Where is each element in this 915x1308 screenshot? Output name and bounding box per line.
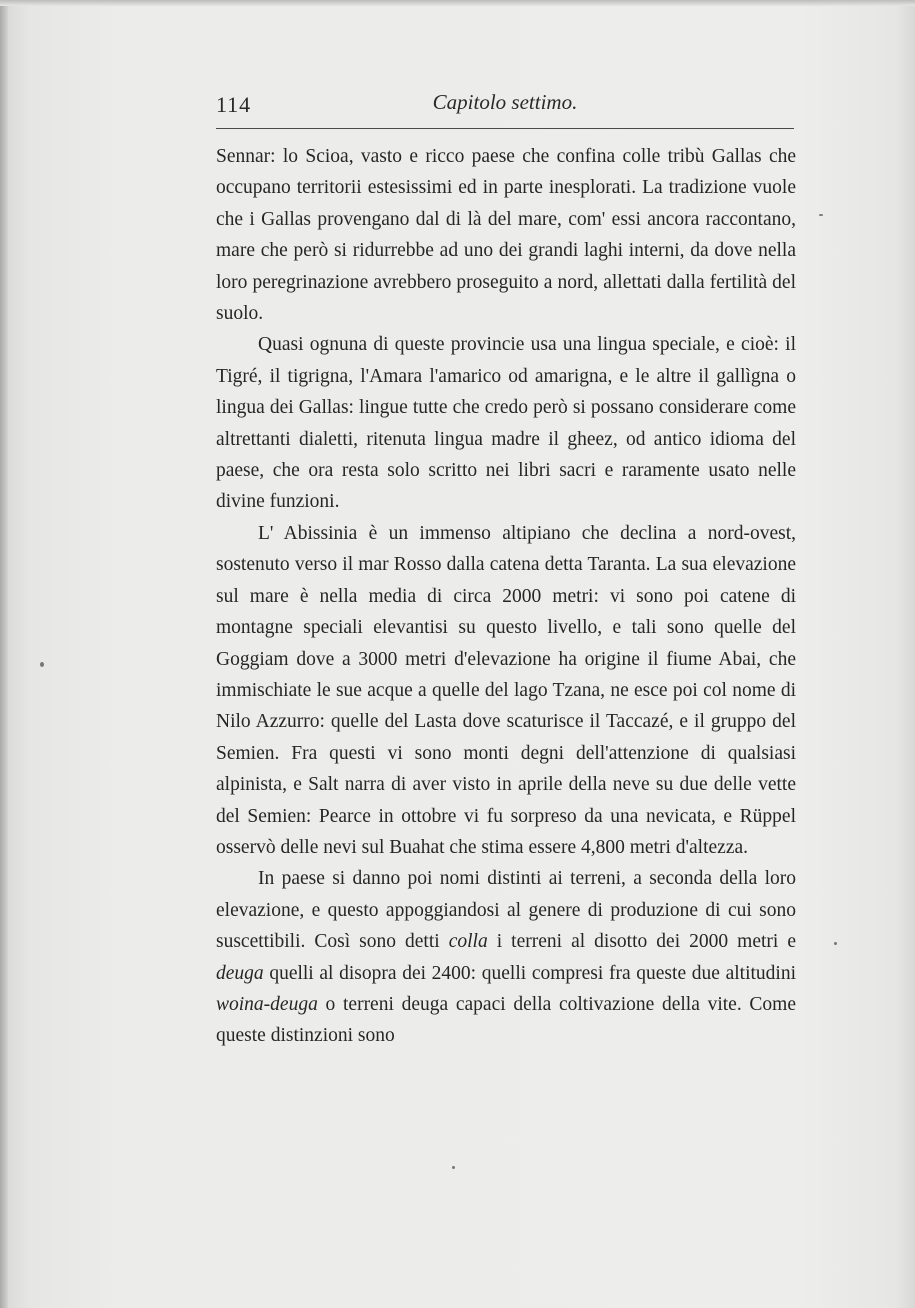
- text-run: In paese si danno poi nomi distinti ai terreni, a seconda della loro elevazione, e questo appoggiandosi al genere di produzione di cui sono suscettibili. Così sono detti: [216, 868, 796, 953]
- ink-speck: [40, 662, 44, 667]
- ink-speck: [819, 214, 823, 216]
- page-left-edge: [0, 0, 8, 1308]
- text-run: i terreni al disotto dei 2000 metri e: [487, 931, 796, 953]
- paragraph: [216, 518, 796, 863]
- header-rule: [216, 128, 794, 129]
- italic-term: deuga: [216, 962, 264, 984]
- italic-term: woina-deuga: [216, 993, 318, 1015]
- italic-term: colla: [448, 931, 488, 953]
- paragraph: [216, 863, 796, 1051]
- paragraph: [216, 329, 796, 517]
- page-number: 114: [216, 92, 252, 117]
- text-run: Quasi ognuna di queste provincie usa una lingua speciale, e cioè: il Tigré, il tigrigna, l'Amara l'amarico od amarigna, e le altre il gallìgna o lingua dei Gallas: lingue tutte che credo però si possano considerare come altrettanti dialetti, ritenuta lingua madre il gheez, od antico idioma del paese, che ora resta solo scritto nei libri sacri e raramente usato nelle divine funzioni.: [216, 334, 796, 513]
- body-text: [216, 141, 796, 1052]
- text-run: o terreni deuga capaci della coltivazione della vite. Come queste distinzioni sono: [216, 993, 796, 1047]
- running-title: Capitolo settimo.: [432, 90, 578, 114]
- page-header: [216, 88, 794, 118]
- ink-speck: [452, 1166, 455, 1169]
- text-run: Sennar: lo Scioa, vasto e ricco paese che confina colle tribù Gallas che occupano territorii estesissimi ed in parte inesplorati. La tradizione vuole che i Gallas provengano dal di là del mare, com' essi ancora raccontano, mare che però si ridurrebbe ad uno dei grandi laghi interni, da dove nella loro peregrinazione avrebbero proseguito a nord, allettati dalla fertilità del suolo.: [216, 146, 796, 325]
- paragraph: [216, 141, 796, 329]
- page-top-edge: [0, 0, 915, 6]
- text-run: quelli al disopra dei 2400: quelli compresi fra queste due altitudini: [263, 962, 796, 984]
- text-run: L' Abissinia è un immenso altipiano che declina a nord-ovest, sostenuto verso il mar Rosso dalla catena detta Taranta. La sua elevazione sul mare è nella media di circa 2000 metri: vi sono poi catene di montagne speciali elevantisi su questo livello, e tali sono quelle del Goggiam dove a 3000 metri d'elevazione ha origine il fiume Abai, che immischiate le sue acque a quelle del lago Tzana, ne esce poi col nome di Nilo Azzurro: quelle del Lasta dove scaturisce il Taccazé, e il gruppo del Semien. Fra questi vi sono monti degni dell'attenzione di qualsiasi alpinista, e Salt narra di aver visto in aprile della neve su due delle vette del Semien: Pearce in ottobre vi fu sorpreso da una nevicata, e Rüppel osservò delle nevi sul Buahat che stima essere 4,800 metri d'altezza.: [216, 522, 796, 858]
- ink-speck: [834, 942, 837, 945]
